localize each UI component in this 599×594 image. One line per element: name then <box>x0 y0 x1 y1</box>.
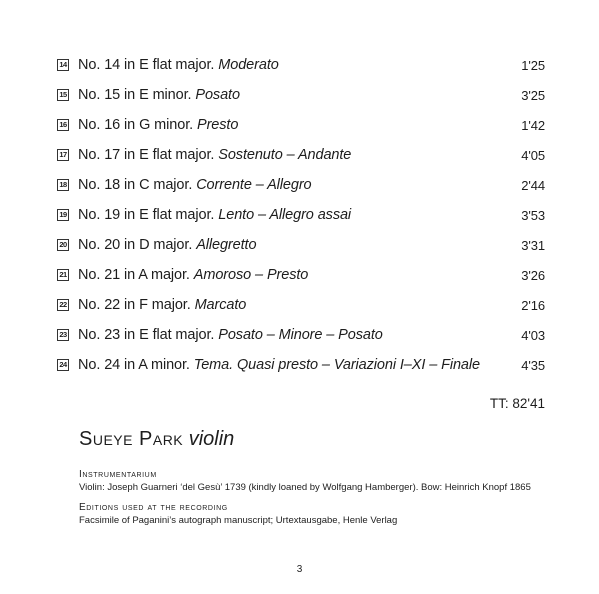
track-duration: 1'25 <box>521 57 545 73</box>
instrumentarium-text: Violin: Joseph Guarneri ‘del Gesù’ 1739 (kindly loaned by Wolfgang Hamberger). Bow: Heinrich Knopf 1865 <box>79 482 531 493</box>
track-tempo: Marcato <box>194 297 247 313</box>
track-title-line <box>78 117 547 133</box>
track-number: 14 <box>57 59 69 71</box>
track-title: No. 18 in C major. <box>78 177 193 193</box>
track-row <box>57 50 547 80</box>
track-tempo: Moderato <box>218 57 279 73</box>
editions-heading: Editions used at the recording <box>79 502 228 513</box>
track-row <box>57 110 547 140</box>
track-title: No. 20 in D major. <box>78 237 193 253</box>
track-duration: 4'05 <box>521 147 545 163</box>
track-row <box>57 140 547 170</box>
track-duration: 3'26 <box>521 267 545 283</box>
track-title-line <box>78 327 547 343</box>
total-time: TT: 82'41 <box>489 396 545 411</box>
track-title: No. 14 in E flat major. <box>78 57 215 73</box>
track-duration: 2'16 <box>521 297 545 313</box>
track-tempo: Allegretto <box>196 237 257 253</box>
performer-instrument: violin <box>188 428 235 450</box>
track-tempo: Posato – Minore – Posato <box>218 327 383 343</box>
track-row <box>57 80 547 110</box>
track-title: No. 15 in E minor. <box>78 87 192 103</box>
track-number: 15 <box>57 89 69 101</box>
track-duration: 2'44 <box>521 177 545 193</box>
track-title-line <box>78 297 547 313</box>
track-tempo: Corrente – Allegro <box>196 177 312 193</box>
track-number: 24 <box>57 359 69 371</box>
track-number: 17 <box>57 149 69 161</box>
track-title: No. 19 in E flat major. <box>78 207 215 223</box>
track-row <box>57 200 547 230</box>
track-number: 18 <box>57 179 69 191</box>
track-title-line <box>78 57 547 73</box>
track-title-line <box>78 87 547 103</box>
track-title-line <box>78 357 547 373</box>
track-list <box>57 50 547 380</box>
track-title: No. 24 in A minor. <box>78 357 190 373</box>
track-tempo: Lento – Allegro assai <box>218 207 352 223</box>
track-title-line <box>78 237 547 253</box>
track-number: 19 <box>57 209 69 221</box>
track-number: 20 <box>57 239 69 251</box>
track-tempo: Amoroso – Presto <box>193 267 309 283</box>
track-title: No. 22 in F major. <box>78 297 191 313</box>
track-duration: 3'53 <box>521 207 545 223</box>
track-title-line <box>78 207 547 223</box>
track-tempo: Presto <box>197 117 239 133</box>
track-title-line <box>78 177 547 193</box>
track-title: No. 16 in G minor. <box>78 117 194 133</box>
track-number: 21 <box>57 269 69 281</box>
track-number: 23 <box>57 329 69 341</box>
track-number: 22 <box>57 299 69 311</box>
track-row <box>57 170 547 200</box>
track-title: No. 21 in A major. <box>78 267 190 283</box>
track-title: No. 17 in E flat major. <box>78 147 215 163</box>
track-number: 16 <box>57 119 69 131</box>
track-title-line <box>78 267 547 283</box>
track-row <box>57 290 547 320</box>
editions-text: Facsimile of Paganini’s autograph manuscript; Urtextausgabe, Henle Verlag <box>79 515 398 526</box>
track-tempo: Sostenuto – Andante <box>218 147 352 163</box>
track-duration: 3'31 <box>521 237 545 253</box>
track-title-line <box>78 147 547 163</box>
track-row <box>57 350 547 380</box>
track-row <box>57 260 547 290</box>
track-duration: 4'03 <box>521 327 545 343</box>
track-duration: 3'25 <box>521 87 545 103</box>
instrumentarium-heading: Instrumentarium <box>79 469 157 480</box>
performer-name: Sueye Park <box>79 428 184 450</box>
track-title: No. 23 in E flat major. <box>78 327 215 343</box>
track-row <box>57 320 547 350</box>
track-tempo: Tema. Quasi presto – Variazioni I–XI – Finale <box>193 357 480 373</box>
track-duration: 1'42 <box>521 117 545 133</box>
track-duration: 4'35 <box>521 357 545 373</box>
performer-credit <box>79 428 234 451</box>
page-number: 3 <box>296 564 303 575</box>
track-tempo: Posato <box>195 87 240 103</box>
track-row <box>57 230 547 260</box>
